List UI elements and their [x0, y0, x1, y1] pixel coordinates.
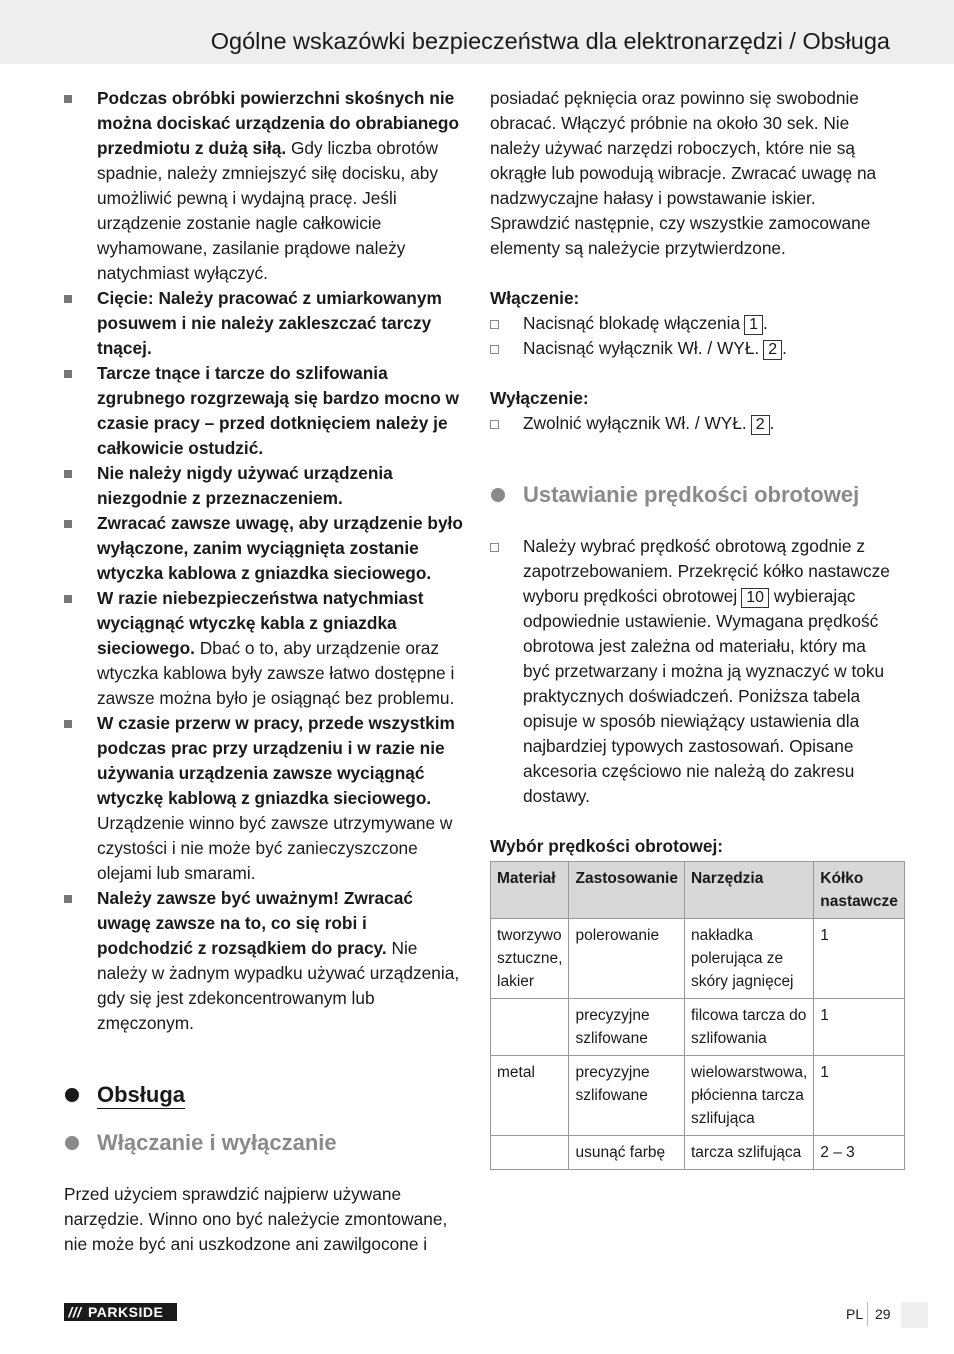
step-item: Nacisnąć blokadę włączenia 1 .: [490, 311, 890, 336]
safety-item: Zwracać zawsze uwagę, aby urządzenie było wyłączone, zanim wyciągnięta zostanie wtyczka kablowa z gniazdka sieciowego.: [64, 511, 464, 586]
logo-stripes-icon: ///: [68, 1304, 82, 1320]
part-ref: 10: [741, 588, 769, 608]
safety-item: W razie niebezpieczeństwa natychmiast wyciągnąć wtyczkę kabla z gniazdka sieciowego. Dbać o to, aby urządzenie oraz wtyczka kablowa były zawsze łatwo dostępne i zawsze można było je osiągnąć bez problemu.: [64, 586, 464, 711]
parkside-logo: /// PARKSIDE: [64, 1303, 177, 1321]
safety-item: Tarcze tnące i tarcze do szlifowania zgrubnego rozgrzewają się bardzo mocno w czasie pracy – przed dotknięciem należy je całkowicie ostudzić.: [64, 361, 464, 461]
safety-item: Podczas obróbki powierzchni skośnych nie można dociskać urządzenia do obrabianego przedmiotu z dużą siłą. Gdy liczba obrotów spadnie, należy zmniejszyć siłę docisku, aby umożliwić pewną i wydajną pracę. Jeśli urządzenie zostanie nagle całkowicie wyhamowane, zasilanie prądowe należy natychmiast wyłączyć.: [64, 86, 464, 286]
safety-item: Nie należy nigdy używać urządzenia niezgodnie z przeznaczeniem.: [64, 461, 464, 511]
safety-item: Cięcie: Należy pracować z umiarkowanym posuwem i nie należy zakleszczać tarczy tnącej.: [64, 286, 464, 361]
language-code: PL: [846, 1306, 864, 1322]
table-row: metal precyzyjne szlifowane wielowarstwowa, płócienna tarcza szlifująca 1: [491, 1056, 905, 1136]
switch-on-heading: Włączenie:: [490, 288, 580, 308]
table-title: Wybór prędkości obrotowej:: [490, 836, 724, 856]
safety-item: W czasie przerw w pracy, przede wszystkim podczas prac przy urządzeniu i w razie nie używania urządzenia zawsze wyciągnąć wtyczkę kablową z gniazdka sieciowego. Urządzenie winno być zawsze utrzymywane w czystości i nie może być zanieczyszczone olejami lub smarami.: [64, 711, 464, 886]
left-column: [64, 86, 464, 1257]
step-item: Zwolnić wyłącznik Wł. / WYŁ. 2 .: [490, 411, 890, 436]
right-column: [490, 86, 898, 1170]
table-header-row: [491, 862, 905, 919]
switch-on-steps: [490, 311, 890, 361]
column-header: Materiał: [491, 862, 569, 919]
speed-table: [490, 861, 905, 1170]
safety-item: Należy zawsze być uważnym! Zwracać uwagę zawsze na to, co się robi i podchodzić z rozsądkiem do pracy. Nie należy w żadnym wypadku używać urządzenia, gdy się jest zdekoncentrowanym lub zmęczonym.: [64, 886, 464, 1036]
column-header: Zastosowanie: [569, 862, 685, 919]
heading-wlaczanie: Włączanie i wyłączanie: [64, 1130, 464, 1156]
switch-off-steps: [490, 411, 890, 436]
speed-steps: [490, 534, 890, 809]
footer-divider: [867, 1302, 868, 1326]
page-number: 29: [875, 1306, 891, 1322]
heading-speed: Ustawianie prędkości obrotowej: [490, 482, 890, 508]
footer-tab: [901, 1302, 928, 1328]
heading-obsluga: Obsługa: [64, 1082, 464, 1108]
part-ref: 2: [751, 415, 770, 435]
page-title: Ogólne wskazówki bezpieczeństwa dla elektronarzędzi / Obsługa: [210, 28, 890, 54]
part-ref: 1: [744, 315, 763, 335]
column-header: Kółko nastawcze: [814, 862, 905, 919]
part-ref: 2: [763, 340, 782, 360]
continuation-paragraph: posiadać pęknięcia oraz powinno się swobodnie obracać. Włączyć próbnie na około 30 sek. Nie należy używać narzędzi roboczych, które nie są okrągłe lub powodują wibracje. Zwracać uwagę na nadzwyczajne hałasy i powstawanie iskier. Sprawdzić następnie, czy wszystkie zamocowane elementy są należycie przytwierdzone.: [490, 88, 877, 258]
table-row: usunąć farbę tarcza szlifująca 2 – 3: [491, 1136, 905, 1170]
safety-list: [64, 86, 464, 1036]
switch-off-heading: Wyłączenie:: [490, 388, 589, 408]
intro-paragraph: Przed użyciem sprawdzić najpierw używane narzędzie. Winno ono być należycie zmontowane, nie może być ani uszkodzone ani zawilgocone i: [64, 1184, 448, 1254]
column-header: Narzędzia: [684, 862, 813, 919]
step-item: Nacisnąć wyłącznik Wł. / WYŁ. 2 .: [490, 336, 890, 361]
page-header: [0, 0, 954, 64]
table-row: precyzyjne szlifowane filcowa tarcza do szlifowania 1: [491, 999, 905, 1056]
step-item: Należy wybrać prędkość obrotową zgodnie z zapotrzebowaniem. Przekręcić kółko nastawcze wyboru prędkości obrotowej 10 wybierając odpowiednie ustawienie. Wymagana prędkość obrotowa jest zależna od materiału, który ma być przetwarzany i można ją wyznaczyć w toku praktycznych doświadczeń. Poniższa tabela opisuje w sposób niewiążący ustawienia dla najbardziej typowych zastosowań. Opisane akcesoria częściowo nie należą do zakresu dostawy.: [490, 534, 890, 809]
table-row: tworzywo sztuczne, lakier polerowanie nakładka polerująca ze skóry jagnięcej 1: [491, 919, 905, 999]
